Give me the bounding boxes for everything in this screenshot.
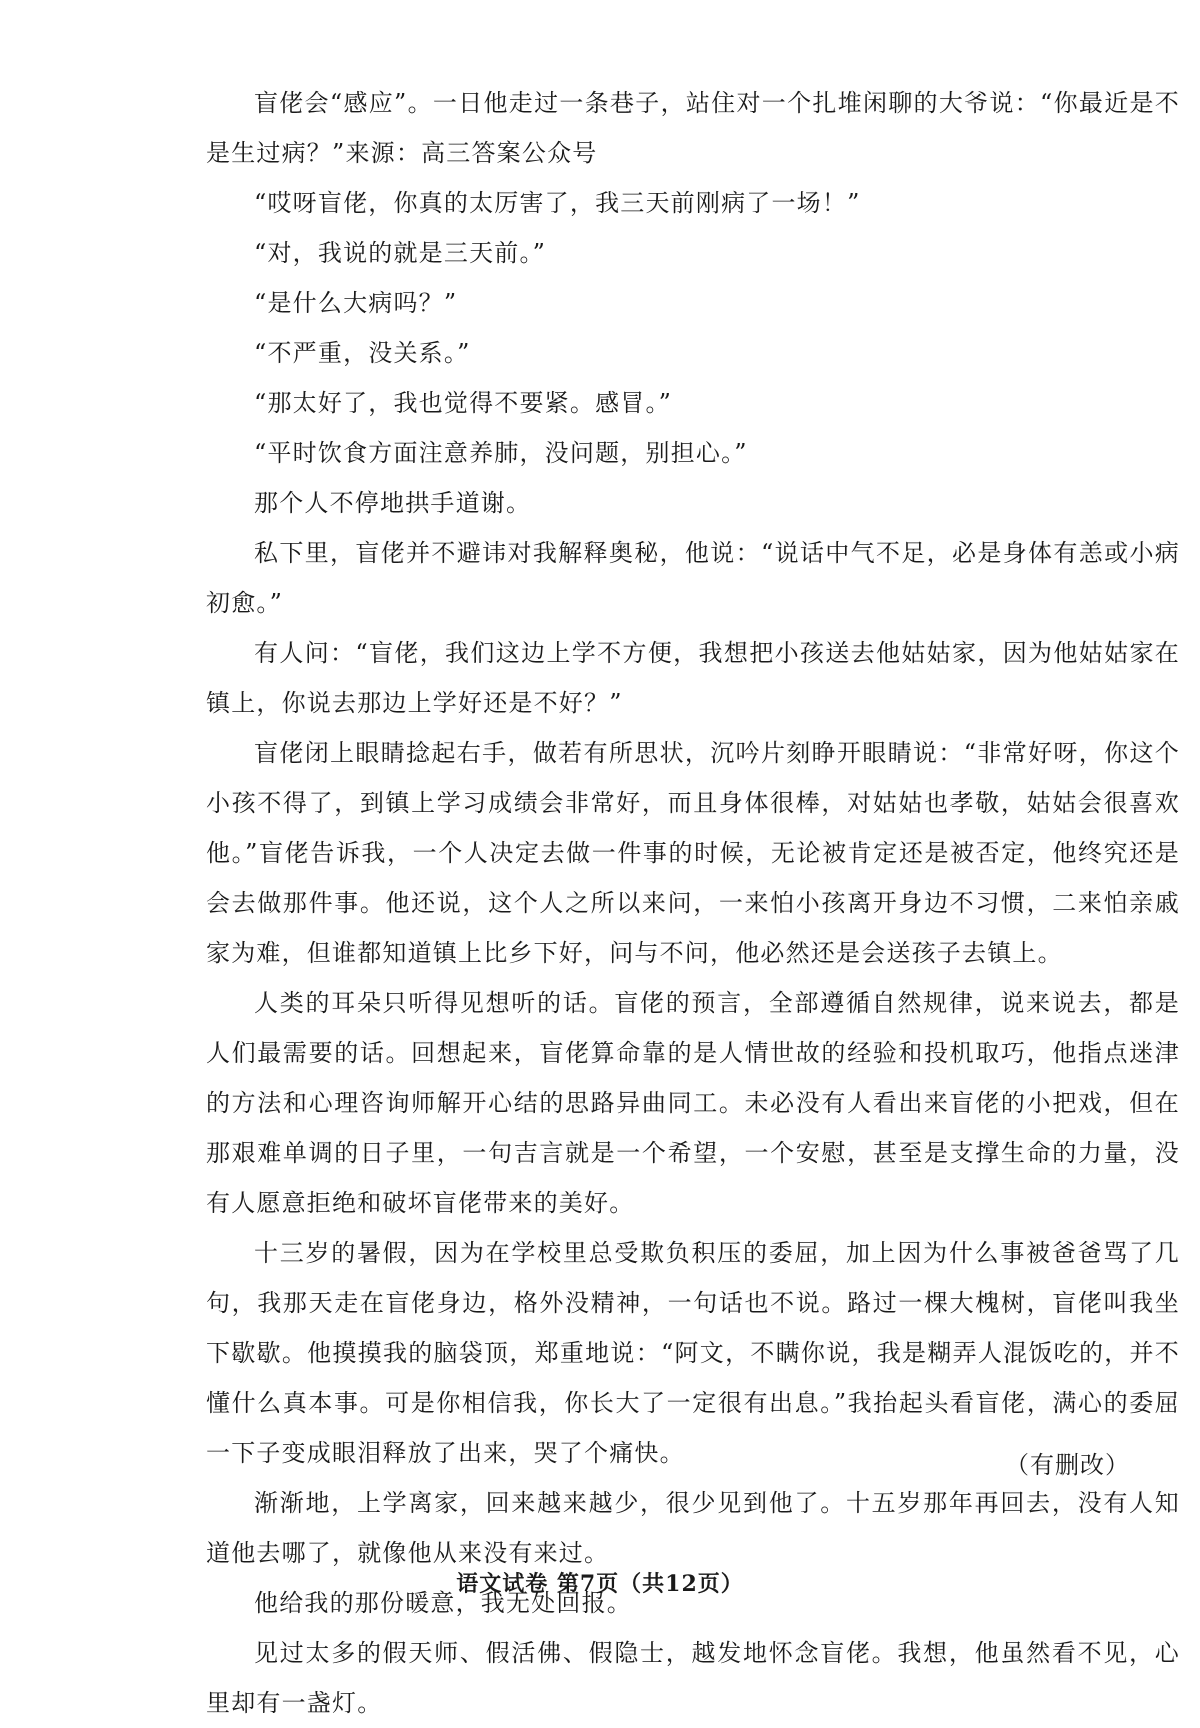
article-body	[206, 78, 1180, 1728]
paragraph: 盲佬闭上眼睛捻起右手，做若有所思状，沉吟片刻睁开眼睛说：“非常好呀，你这个小孩不得了，到镇上学习成绩会非常好，而且身体很棒，对姑姑也孝敬，姑姑会很喜欢他。”盲佬告诉我，一个人决定去做一件事的时候，无论被肯定还是被否定，他终究还是会去做那件事。他还说，这个人之所以来问，一来怕小孩离开身边不习惯，二来怕亲戚家为难，但谁都知道镇上比乡下好，问与不问，他必然还是会送孩子去镇上。	[206, 739, 1180, 967]
source-note: （有删改）	[1005, 1451, 1130, 1479]
page-footer: 语文试卷 第7页（共12页）	[456, 1571, 744, 1597]
paragraph: 他给我的那份暖意，我无处回报。	[254, 1589, 632, 1617]
paragraph: 渐渐地，上学离家，回来越来越少，很少见到他了。十五岁那年再回去，没有人知道他去哪了，就像他从来没有来过。	[206, 1489, 1180, 1567]
paragraph: 私下里，盲佬并不避讳对我解释奥秘，他说：“说话中气不足，必是身体有恙或小病初愈。”	[206, 539, 1180, 617]
paragraph: 那个人不停地拱手道谢。	[254, 489, 532, 517]
paragraph: 十三岁的暑假，因为在学校里总受欺负积压的委屈，加上因为什么事被爸爸骂了几句，我那天走在盲佬身边，格外没精神，一句话也不说。路过一棵大槐树，盲佬叫我坐下歇歇。他摸摸我的脑袋顶，郑重地说：“阿文，不瞒你说，我是糊弄人混饭吃的，并不懂什么真本事。可是你相信我，你长大了一定很有出息。”我抬起头看盲佬，满心的委屈一下子变成眼泪释放了出来，哭了个痛快。	[206, 1239, 1180, 1467]
paragraph: “哎呀盲佬，你真的太厉害了，我三天前刚病了一场！”	[254, 189, 861, 217]
paragraph: “不严重，没关系。”	[254, 339, 471, 367]
paragraph: “对，我说的就是三天前。”	[254, 239, 547, 267]
paragraph: 人类的耳朵只听得见想听的话。盲佬的预言，全部遵循自然规律，说来说去，都是人们最需要的话。回想起来，盲佬算命靠的是人情世故的经验和投机取巧，他指点迷津的方法和心理咨询师解开心结的思路异曲同工。未必没有人看出来盲佬的小把戏，但在那艰难单调的日子里，一句吉言就是一个希望，一个安慰，甚至是支撑生命的力量，没有人愿意拒绝和破坏盲佬带来的美好。	[206, 989, 1180, 1217]
paragraph: “平时饮食方面注意养肺，没问题，别担心。”	[254, 439, 748, 467]
paragraph: 有人问：“盲佬，我们这边上学不方便，我想把小孩送去他姑姑家，因为他姑姑家在镇上，你说去那边上学好还是不好？”	[206, 639, 1180, 717]
paragraph: 见过太多的假天师、假活佛、假隐士，越发地怀念盲佬。我想，他虽然看不见，心里却有一盏灯。	[206, 1639, 1180, 1717]
paragraph: “是什么大病吗？”	[254, 289, 458, 317]
paragraph: “那太好了，我也觉得不要紧。感冒。”	[254, 389, 673, 417]
paragraph: 盲佬会“感应”。一日他走过一条巷子，站住对一个扎堆闲聊的大爷说：“你最近是不是生过病？”来源：高三答案公众号	[206, 89, 1180, 167]
